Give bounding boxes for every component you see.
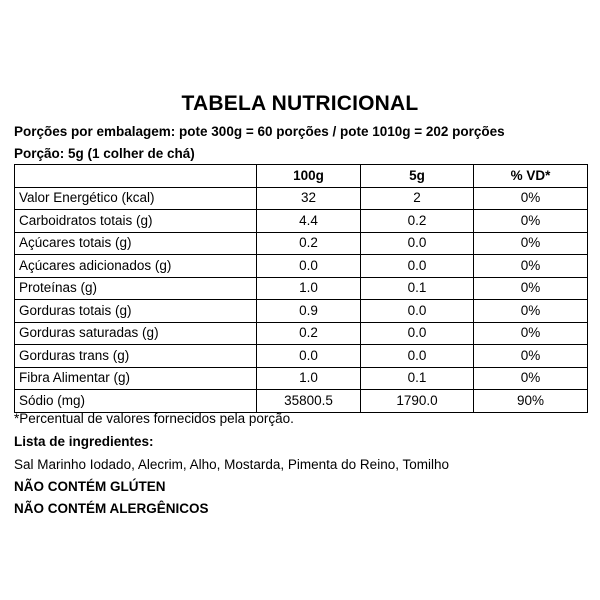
daily-value-percent: 0% (474, 277, 588, 300)
table-header-row (15, 165, 588, 188)
value-per-5g: 2 (361, 187, 474, 210)
table-row (15, 390, 588, 413)
gluten-notice: NÃO CONTÉM GLÚTEN (14, 479, 166, 494)
value-per-5g: 0.0 (361, 300, 474, 323)
daily-value-percent: 0% (474, 322, 588, 345)
portion-size: Porção: 5g (1 colher de chá) (14, 146, 195, 161)
value-per-100g: 1.0 (257, 277, 361, 300)
nutrient-name: Sódio (mg) (15, 390, 257, 413)
daily-value-percent: 90% (474, 390, 588, 413)
value-per-5g: 1790.0 (361, 390, 474, 413)
table-row (15, 345, 588, 368)
nutrient-name: Fibra Alimentar (g) (15, 367, 257, 390)
daily-value-percent: 0% (474, 210, 588, 233)
value-per-5g: 0.0 (361, 322, 474, 345)
nutrition-table (14, 164, 588, 413)
value-per-100g: 32 (257, 187, 361, 210)
value-per-5g: 0.0 (361, 232, 474, 255)
value-per-5g: 0.1 (361, 277, 474, 300)
value-per-100g: 1.0 (257, 367, 361, 390)
value-per-100g: 0.2 (257, 232, 361, 255)
table-body (15, 187, 588, 412)
daily-value-percent: 0% (474, 345, 588, 368)
table-row (15, 187, 588, 210)
value-per-100g: 35800.5 (257, 390, 361, 413)
nutrient-name: Gorduras trans (g) (15, 345, 257, 368)
value-per-100g: 4.4 (257, 210, 361, 233)
header-per-100g: 100g (257, 165, 361, 188)
header-daily-value: % VD* (474, 165, 588, 188)
table-row (15, 232, 588, 255)
ingredients-list: Sal Marinho Iodado, Alecrim, Alho, Mostarda, Pimenta do Reino, Tomilho (14, 457, 449, 472)
value-per-5g: 0.1 (361, 367, 474, 390)
value-per-100g: 0.0 (257, 255, 361, 278)
page-title: TABELA NUTRICIONAL (181, 92, 419, 115)
value-per-5g: 0.2 (361, 210, 474, 233)
nutrient-name: Carboidratos totais (g) (15, 210, 257, 233)
nutrient-name: Valor Energético (kcal) (15, 187, 257, 210)
value-per-100g: 0.0 (257, 345, 361, 368)
table-row (15, 210, 588, 233)
daily-value-percent: 0% (474, 187, 588, 210)
value-per-5g: 0.0 (361, 345, 474, 368)
nutrient-name: Açúcares totais (g) (15, 232, 257, 255)
daily-value-percent: 0% (474, 300, 588, 323)
nutrient-name: Gorduras totais (g) (15, 300, 257, 323)
table-row (15, 367, 588, 390)
daily-value-percent: 0% (474, 367, 588, 390)
table-row (15, 277, 588, 300)
header-nutrient (15, 165, 257, 188)
nutrient-name: Gorduras saturadas (g) (15, 322, 257, 345)
daily-value-percent: 0% (474, 232, 588, 255)
value-per-100g: 0.2 (257, 322, 361, 345)
ingredients-heading: Lista de ingredientes: (14, 434, 154, 449)
footnote: *Percentual de valores fornecidos pela porção. (14, 411, 294, 426)
nutrient-name: Açúcares adicionados (g) (15, 255, 257, 278)
table-row (15, 300, 588, 323)
header-per-5g: 5g (361, 165, 474, 188)
allergen-notice: NÃO CONTÉM ALERGÊNICOS (14, 501, 209, 516)
value-per-5g: 0.0 (361, 255, 474, 278)
servings-per-package: Porções por embalagem: pote 300g = 60 porções / pote 1010g = 202 porções (14, 124, 505, 139)
table-row (15, 255, 588, 278)
nutrient-name: Proteínas (g) (15, 277, 257, 300)
daily-value-percent: 0% (474, 255, 588, 278)
table-row (15, 322, 588, 345)
value-per-100g: 0.9 (257, 300, 361, 323)
